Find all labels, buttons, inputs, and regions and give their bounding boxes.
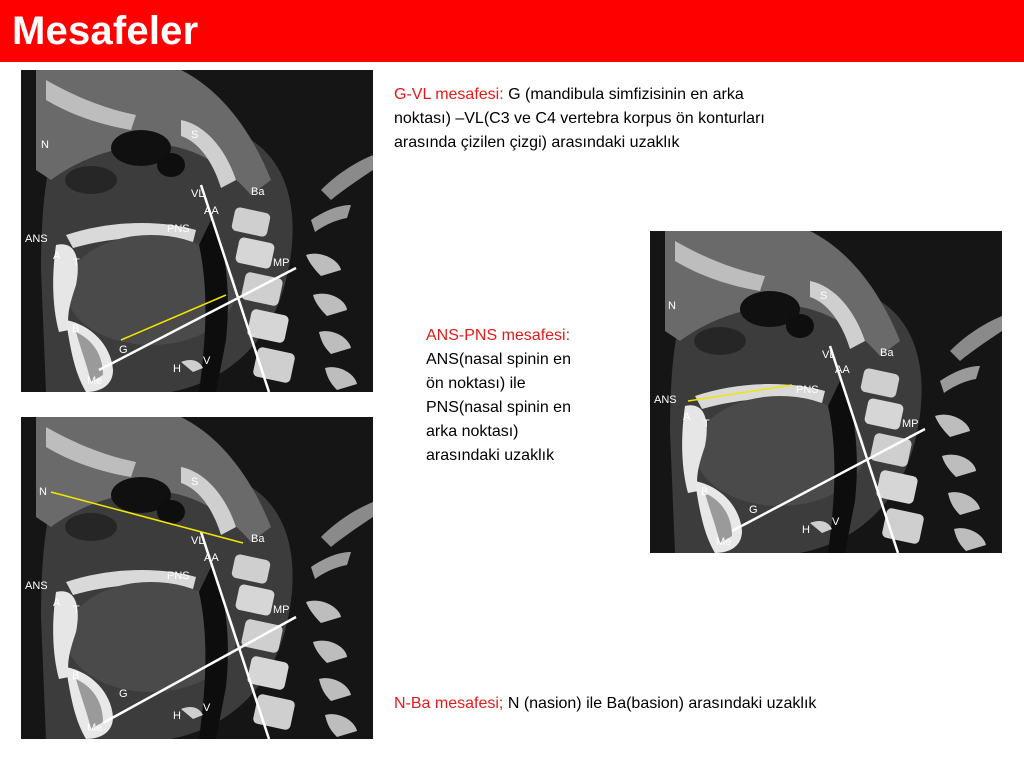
label-V: V: [832, 516, 840, 528]
anspns-line3: PNS(nasal spinin en: [426, 399, 571, 416]
ct-image-anspns: [650, 231, 1002, 553]
title-bar: [0, 0, 1024, 62]
label-A: A: [683, 411, 691, 423]
label-Ba: Ba: [251, 533, 265, 545]
nba-description: [394, 692, 994, 716]
anspns-line1: ANS(nasal spinin en: [426, 351, 571, 368]
label-Ba: Ba: [880, 347, 894, 359]
label-VL: VL: [191, 188, 205, 200]
label-S: S: [191, 129, 199, 141]
label-ANS: ANS: [654, 394, 677, 406]
label-T: T: [73, 257, 80, 269]
gvl-description: [394, 83, 874, 155]
label-Me: Me: [87, 375, 103, 387]
label-G: G: [749, 504, 758, 516]
label-PNS: PNS: [167, 570, 190, 582]
anspns-line2: ön noktası) ile: [426, 375, 526, 392]
ct-image-gvl: [21, 70, 373, 392]
anspns-description: [426, 324, 626, 468]
image1-caption: [0, 0, 1, 1]
label-Me: Me: [716, 536, 732, 548]
label-A: A: [53, 597, 61, 609]
anspns-line5: arasındaki uzaklık: [426, 447, 555, 464]
label-V: V: [203, 702, 211, 714]
label-Me: Me: [87, 722, 103, 734]
gvl-heading: G-VL mesafesi:: [394, 86, 504, 103]
label-ANS: ANS: [25, 233, 48, 245]
label-MP: MP: [273, 257, 290, 269]
anspns-heading: ANS-PNS mesafesi:: [426, 327, 571, 344]
label-MP: MP: [902, 418, 919, 430]
label-AA: AA: [835, 364, 850, 376]
gvl-body-line2: noktası) –VL(C3 ve C4 vertebra korpus ön konturları: [394, 110, 765, 127]
label-T: T: [73, 604, 80, 616]
label-MP: MP: [273, 604, 290, 616]
slide-title: Mesafeler: [12, 9, 199, 53]
label-AA: AA: [204, 205, 219, 217]
label-PNS: PNS: [167, 223, 190, 235]
gvl-body-line1: G (mandibula simfizisinin en arka: [508, 86, 744, 103]
label-B: B: [72, 670, 80, 682]
label-PNS: PNS: [796, 384, 819, 396]
label-S: S: [820, 290, 828, 302]
label-VL: VL: [822, 349, 836, 361]
anspns-line4: arka noktası): [426, 423, 519, 440]
label-B: B: [701, 486, 709, 498]
label-H: H: [173, 363, 181, 375]
label-H: H: [173, 710, 181, 722]
label-ANS: ANS: [25, 580, 48, 592]
label-N: N: [668, 300, 676, 312]
label-VL: VL: [191, 535, 205, 547]
label-A: A: [53, 250, 61, 262]
ct-image-nba: [21, 417, 373, 739]
nba-heading: N-Ba mesafesi;: [394, 695, 504, 712]
nba-body: N (nasion) ile Ba(basion) arasındaki uzaklık: [507, 695, 817, 712]
gvl-body-line3: arasında çizilen çizgi) arasındaki uzaklık: [394, 134, 680, 151]
label-N: N: [39, 486, 47, 498]
label-Ba: Ba: [251, 186, 265, 198]
label-AA: AA: [204, 552, 219, 564]
label-H: H: [802, 524, 810, 536]
label-G: G: [119, 344, 128, 356]
label-B: B: [72, 323, 80, 335]
image-captions: [0, 0, 1, 1]
label-G: G: [119, 688, 128, 700]
label-V: V: [203, 355, 211, 367]
label-T: T: [703, 418, 710, 430]
label-N: N: [41, 139, 49, 151]
label-S: S: [191, 476, 199, 488]
